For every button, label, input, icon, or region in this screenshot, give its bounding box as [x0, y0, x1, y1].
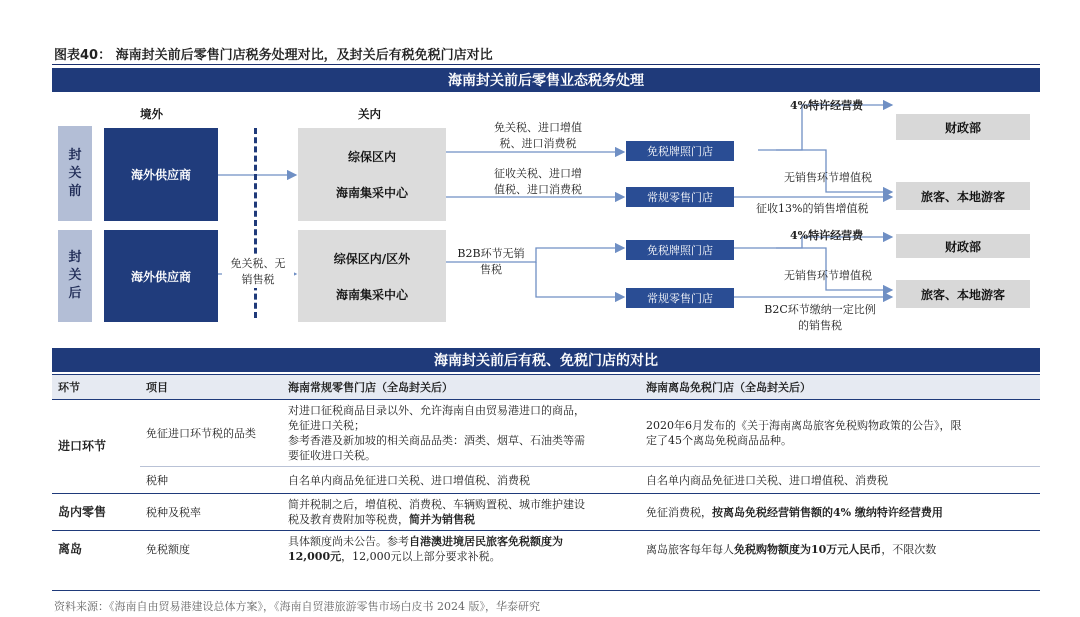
dutyfree-tax-types: 自名单内商品免征进口关税、进口增值税、消费税 [640, 467, 1040, 494]
regular-allowance-line2 [288, 549, 634, 564]
regular-tax-rates [282, 494, 640, 531]
after-store-regular: 常规零售门店 [626, 288, 734, 308]
group-import: 进口环节 [58, 439, 107, 453]
group-departure: 离岛 [52, 531, 140, 568]
before-side-label [58, 126, 92, 221]
after-side-label [58, 230, 92, 322]
border-dashed-line [254, 128, 257, 318]
after-no-vat-label: 无销售环节增值税 [784, 269, 872, 282]
before-side-char-2: 关 [68, 165, 82, 181]
regular-allowance-line1 [288, 534, 634, 549]
table-row [52, 531, 1040, 568]
after-side-char-1: 封 [68, 250, 82, 265]
before-regular-tax-label [478, 166, 598, 198]
before-dest-finance: 财政部 [896, 114, 1030, 140]
col-header-inside: 关内 [358, 107, 381, 121]
after-b2c-line1: B2C环节缴纳一定比例 [764, 303, 876, 316]
after-b2c-line2: 的销售税 [798, 319, 842, 332]
table-row [52, 467, 1040, 494]
dutyfree-allowance-plain2: ，不限次数 [881, 542, 937, 556]
after-side-char-3: 后 [68, 286, 82, 301]
regular-tax-rates-line2-text: 税及教育费附加等税费， [288, 513, 409, 526]
after-fee-label: 4%特许经营费 [790, 229, 864, 242]
regular-exempt-line4: 要征收进口关税。 [288, 449, 376, 462]
before-dutyfree-tax-label [478, 120, 598, 152]
dutyfree-exempt-line1: 2020年6月发布的《关于海南离岛旅客免税购物政策的公告》，限 [646, 419, 962, 432]
item-tax-rates: 税种及税率 [140, 494, 282, 531]
before-zone-box [298, 128, 446, 221]
after-b2b-label [448, 246, 534, 278]
after-store-dutyfree: 免税牌照门店 [626, 240, 734, 260]
header-item: 项目 [140, 375, 282, 400]
after-zone-line2: 海南集采中心 [335, 287, 408, 302]
regular-tax-rates-line1: 简并税制之后，增值税、消费税、车辆购置税、城市维护建设 [288, 498, 585, 511]
before-zone-line1: 综保区内 [347, 149, 396, 164]
header-regular-store: 海南常规零售门店（全岛封关后） [282, 375, 640, 400]
source-note: 资料来源：《海南自由贸易港建设总体方案》，《海南自贸港旅游零售市场白皮书 2024 版》，华泰研究 [54, 600, 540, 613]
after-dest-tourists: 旅客、本地游客 [896, 280, 1030, 308]
comparison-banner: 海南封关前后有税、免税门店的对比 [52, 348, 1040, 372]
before-regular-tax-line2: 值税、进口消费税 [494, 183, 582, 196]
header-dutyfree-store: 海南离岛免税门店（全岛封关后） [640, 375, 1040, 400]
after-border-line2: 销售税 [241, 273, 275, 286]
after-b2b-line1: B2B环节无销 [457, 247, 525, 260]
before-zone-line2: 海南集采中心 [335, 186, 408, 201]
regular-allowance-plain1: 具体额度尚未公告。参考 [288, 535, 409, 548]
after-border-label [222, 256, 294, 288]
before-regular-tax-line1: 征收关税、进口增 [494, 167, 582, 180]
dutyfree-tax-rates-text: 免征消费税， [646, 505, 712, 519]
before-dest-tourists: 旅客、本地游客 [896, 182, 1030, 210]
regular-allowance-bold2: 12,000元 [288, 550, 342, 563]
item-tax-types: 税种 [140, 467, 282, 494]
before-store-dutyfree: 免税牌照门店 [626, 141, 734, 161]
group-island-retail: 岛内零售 [52, 494, 140, 531]
regular-exempt-categories [282, 400, 640, 467]
after-dest-finance: 财政部 [896, 234, 1030, 258]
after-zone-line1: 综保区内/区外 [333, 251, 411, 266]
table-header-row [52, 375, 1040, 400]
regular-tax-types: 自名单内商品免征进口关税、进口增值税、消费税 [282, 467, 640, 494]
regular-allowance-bold1: 自港澳进境居民旅客免税额度为 [409, 535, 563, 548]
before-supplier-box: 海外供应商 [104, 128, 218, 221]
before-side-char-1: 封 [68, 147, 82, 163]
regular-exempt-line1: 对进口征税商品目录以外、允许海南自由贸易港进口的商品， [288, 404, 585, 417]
regular-exempt-line3: 参考香港及新加坡的相关商品品类：酒类、烟草、石油类等需 [288, 434, 585, 447]
col-header-outside: 境外 [140, 107, 163, 121]
item-allowance: 免税额度 [140, 531, 282, 568]
table-row [52, 400, 1040, 467]
dutyfree-exempt-line2: 定了45个离岛免税商品品种。 [646, 434, 792, 447]
dutyfree-tax-rates-bold: 按离岛免税经营销售额的4% 缴纳特许经营费用 [712, 505, 943, 519]
regular-tax-rates-bold: 简并为销售税 [409, 513, 475, 526]
after-side-char-2: 关 [68, 268, 82, 283]
comparison-table [52, 374, 1040, 567]
before-fee-label: 4%特许经营费 [790, 99, 864, 112]
before-no-vat-label: 无销售环节增值税 [784, 171, 872, 184]
after-supplier-box: 海外供应商 [104, 230, 218, 322]
dutyfree-tax-rates [640, 494, 1040, 531]
header-stage: 环节 [52, 375, 140, 400]
dutyfree-allowance [640, 531, 1040, 568]
figure-title: 图表40： 海南封关前后零售门店税务处理对比，及封关后有税免税门店对比 [54, 48, 493, 63]
before-store-regular: 常规零售门店 [626, 187, 734, 207]
item-exempt-categories: 免征进口环节税的品类 [146, 426, 256, 440]
after-b2b-line2: 售税 [480, 263, 502, 276]
dutyfree-exempt-categories [640, 400, 1040, 467]
footer-rule [52, 590, 1040, 591]
before-dutyfree-tax-line2: 税、进口消费税 [499, 137, 577, 150]
before-side-char-3: 前 [68, 183, 82, 199]
regular-allowance [282, 531, 640, 568]
before-dutyfree-tax-line1: 免关税、进口增值 [494, 121, 582, 134]
regular-tax-rates-line2 [288, 512, 634, 527]
after-b2c-label [750, 302, 890, 334]
dutyfree-allowance-bold: 免税购物额度为10万元人民币 [734, 542, 882, 556]
after-border-line1: 免关税、无 [230, 257, 286, 270]
after-zone-box [298, 230, 446, 322]
before-vat13-label: 征收13%的销售增值税 [756, 202, 869, 215]
table-row [52, 494, 1040, 531]
diagram-banner: 海南封关前后零售业态税务处理 [52, 68, 1040, 92]
dutyfree-allowance-plain1: 离岛旅客每年每人 [646, 542, 734, 556]
regular-allowance-plain2: ，12,000元以上部分要求补税。 [341, 550, 501, 563]
regular-exempt-line2: 免征进口关税； [288, 419, 365, 432]
